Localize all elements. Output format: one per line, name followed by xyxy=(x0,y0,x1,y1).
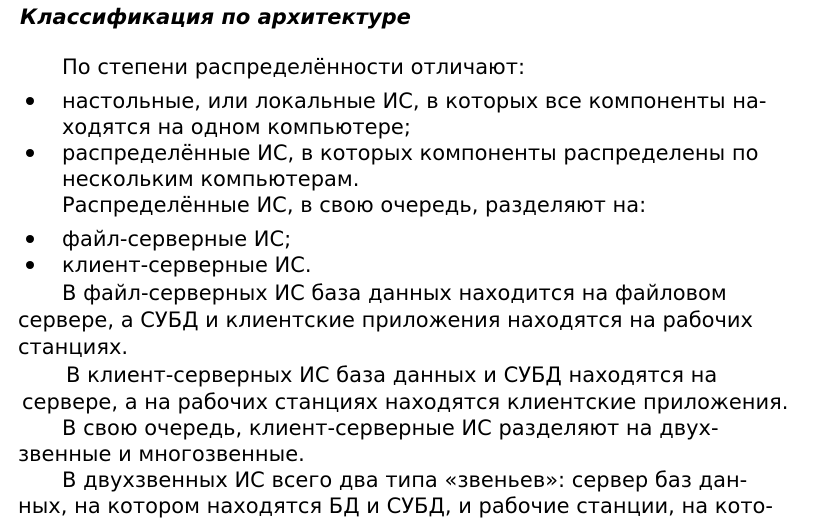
paragraph-line: В двухзвенных ИС всего два типа «звеньев»: сервер баз дан- xyxy=(62,468,748,492)
intro-line: По степени распределённости отличают: xyxy=(62,55,526,79)
bullet-icon xyxy=(26,149,34,157)
bullet-icon xyxy=(26,235,34,243)
section-title: Классификация по архитектуре xyxy=(20,5,411,29)
paragraph-line: сервере, а на рабочих станциях находятся клиентские приложения. xyxy=(22,390,789,414)
list-item-line: ходятся на одном компьютере; xyxy=(62,115,411,139)
list-item-line: нескольким компьютерам. xyxy=(62,167,360,191)
list-item-text: клиент-серверные ИС. xyxy=(62,253,312,277)
bullet-icon xyxy=(26,261,34,269)
paragraph-line: звенные и многозвенные. xyxy=(18,442,305,466)
paragraph-line: В клиент-серверных ИС база данных и СУБД находятся на xyxy=(66,363,718,387)
paragraph-line: сервере, а СУБД и клиентские приложения находятся на рабочих xyxy=(18,308,753,332)
paragraph-line: ных, на котором находятся БД и СУБД, и рабочие станции, на кото- xyxy=(18,494,773,518)
list-item-line: распределённые ИС, в которых компоненты распределены по xyxy=(62,141,759,165)
paragraph-line: станциях. xyxy=(18,335,129,359)
paragraph-line: В свою очередь, клиент-серверные ИС разделяют на двух- xyxy=(62,416,719,440)
list-item-text: файл-серверные ИС; xyxy=(62,227,292,251)
paragraph-line: В файл-серверных ИС база данных находится на файловом xyxy=(62,281,727,305)
bullet-icon xyxy=(26,97,34,105)
list-item-line xyxy=(62,88,795,114)
sub-intro-line: Распределённые ИС, в свою очередь, разделяют на: xyxy=(62,193,647,217)
list-item-text: настольные, или локальные ИС, в которых все компоненты на- xyxy=(62,89,767,113)
